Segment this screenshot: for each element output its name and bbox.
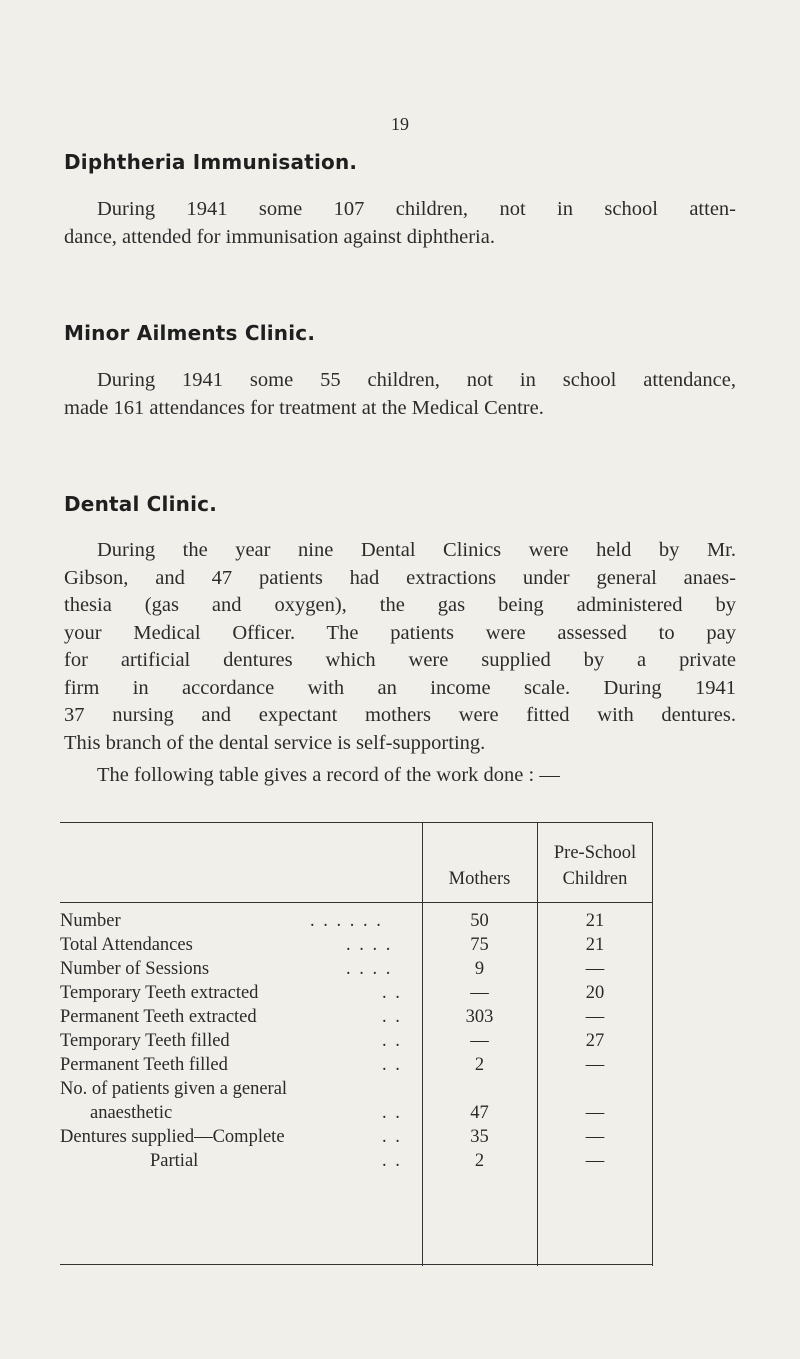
cell-preschool: — <box>585 1055 605 1075</box>
para-line: The following table gives a record of the work done : — <box>97 764 560 786</box>
table-row <box>60 1053 653 1077</box>
row-leader-dots: . . <box>382 1031 402 1051</box>
cell-mothers: 75 <box>470 935 489 955</box>
para-line: During 1941 some 55 children, not in school attendance, <box>97 369 736 391</box>
heading-diphtheria: Diphtheria Immunisation. <box>64 150 358 174</box>
table-row <box>60 1029 653 1053</box>
cell-preschool: — <box>585 1127 605 1147</box>
cell-mothers: 35 <box>470 1127 489 1147</box>
row-leader-dots: . . . . <box>346 959 393 979</box>
para-line: 37 nursing and expectant mothers were fitted with dentures. <box>64 704 736 726</box>
row-leader-dots: . . <box>382 1103 402 1123</box>
column-header-preschool-line1: Pre-School <box>553 843 637 863</box>
cell-mothers: 2 <box>474 1055 485 1075</box>
row-label: Number of Sessions <box>60 959 210 979</box>
heading-minor-ailments: Minor Ailments Clinic. <box>64 321 316 345</box>
row-label: Dentures supplied—Complete <box>60 1127 285 1147</box>
row-leader-dots: . . <box>382 1007 402 1027</box>
table-rule-top <box>60 822 653 823</box>
table-row <box>60 1125 653 1149</box>
cell-mothers: 303 <box>465 1007 494 1027</box>
row-leader-dots: . . . . . . <box>310 911 383 931</box>
cell-preschool: — <box>585 959 605 979</box>
cell-mothers: 50 <box>470 911 489 931</box>
row-leader-dots: . . <box>382 983 402 1003</box>
row-label: Number <box>60 911 121 931</box>
table-rule-bottom <box>60 1264 653 1265</box>
row-label: Permanent Teeth filled <box>60 1055 228 1075</box>
heading-dental: Dental Clinic. <box>64 492 218 516</box>
cell-mothers: — <box>470 983 489 1003</box>
paragraph-diphtheria <box>64 196 736 251</box>
column-header-preschool <box>537 840 653 892</box>
cell-preschool: 21 <box>585 935 605 955</box>
paragraph-minor-ailments <box>64 367 736 422</box>
page-number: 19 <box>391 114 409 134</box>
cell-preschool: — <box>585 1103 605 1123</box>
para-line: made 161 attendances for treatment at the Medical Centre. <box>64 396 544 419</box>
row-label: Temporary Teeth extracted <box>60 983 259 1003</box>
row-label: Partial <box>150 1151 199 1171</box>
table-row <box>60 933 653 957</box>
row-leader-dots: . . <box>382 1151 402 1171</box>
table-row <box>60 981 653 1005</box>
row-leader-dots: . . . . <box>346 935 393 955</box>
cell-mothers: 9 <box>474 959 485 979</box>
table-row <box>60 909 653 933</box>
column-header-preschool-line2: Children <box>562 869 628 889</box>
row-label: Temporary Teeth filled <box>60 1031 230 1051</box>
cell-preschool: — <box>585 1007 605 1027</box>
row-label: anaesthetic <box>90 1103 173 1123</box>
cell-preschool: 27 <box>585 1031 605 1051</box>
cell-mothers: — <box>470 1031 489 1051</box>
row-label: Total Attendances <box>60 935 193 955</box>
para-line: for artificial dentures which were supplied by a private <box>64 649 736 671</box>
table-row <box>60 1005 653 1029</box>
para-line: your Medical Officer. The patients were assessed to pay <box>64 621 736 644</box>
cell-mothers: 2 <box>474 1151 485 1171</box>
para-line: Gibson, and 47 patients had extractions under general anaes- <box>64 566 736 589</box>
cell-preschool: 20 <box>585 983 605 1003</box>
row-label: No. of patients given a general <box>60 1079 288 1099</box>
cell-preschool: — <box>585 1151 605 1171</box>
table-row <box>60 1149 653 1173</box>
para-line: thesia (gas and oxygen), the gas being administered by <box>64 594 736 616</box>
cell-preschool: 21 <box>585 911 605 931</box>
row-label: Permanent Teeth extracted <box>60 1007 257 1027</box>
row-leader-dots: . . <box>382 1055 402 1075</box>
table-row <box>60 1101 653 1125</box>
table-row <box>60 1077 653 1101</box>
table-rule-header <box>60 902 653 903</box>
para-line: dance, attended for immunisation against diphtheria. <box>64 225 495 248</box>
paragraph-dental <box>64 537 736 757</box>
dental-work-table <box>60 822 653 1266</box>
column-header-mothers: Mothers <box>448 869 511 889</box>
row-leader-dots: . . <box>382 1127 402 1147</box>
cell-mothers: 47 <box>470 1103 489 1123</box>
para-line: During the year nine Dental Clinics were held by Mr. <box>97 539 736 561</box>
table-row <box>60 957 653 981</box>
table-intro <box>64 762 736 790</box>
para-line: During 1941 some 107 children, not in school atten- <box>97 198 736 220</box>
para-line: This branch of the dental service is self-supporting. <box>64 731 486 754</box>
para-line: firm in accordance with an income scale. During 1941 <box>64 676 736 699</box>
